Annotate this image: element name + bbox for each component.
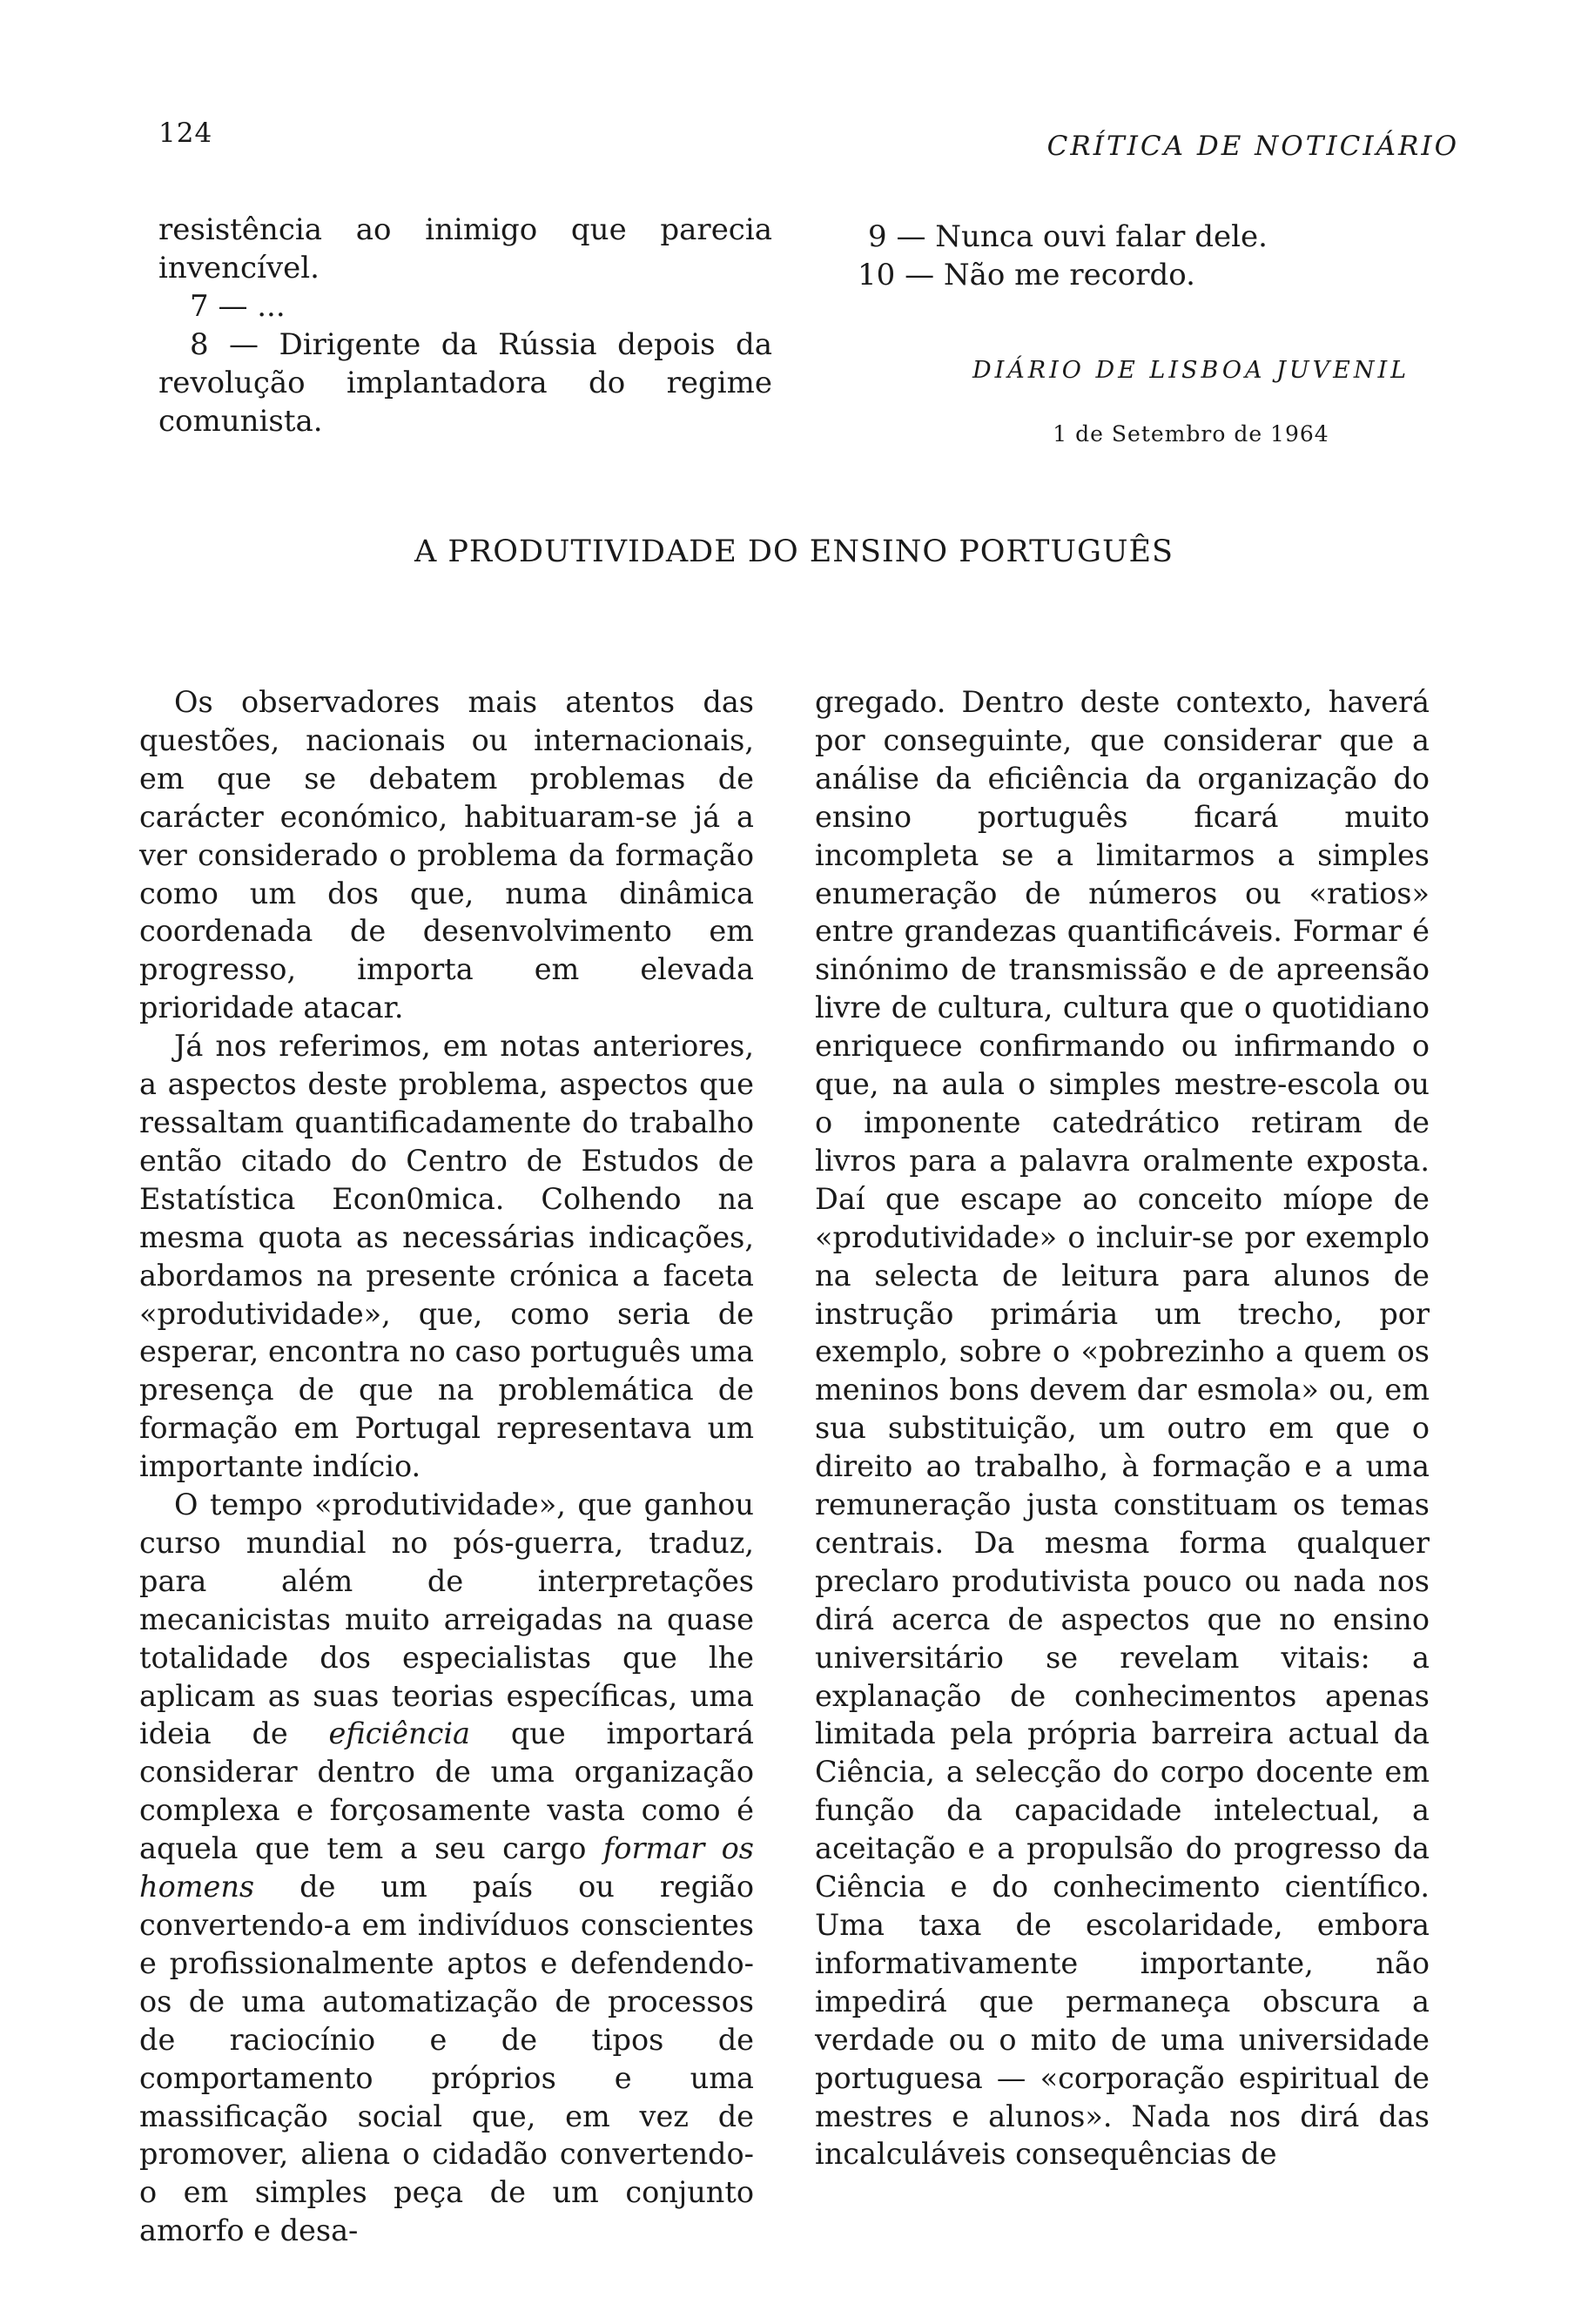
page-number: 124 (158, 118, 213, 149)
previous-item-right-column (858, 218, 1415, 294)
source-date: 1 de Setembro de 1964 (1053, 421, 1329, 447)
previous-item-line: 10 — Não me recordo. (858, 258, 1195, 292)
previous-item-line: 8 — Dirigente da Rússia depois da revolução implantadora do regime comunista. (158, 327, 772, 439)
previous-item-left-column (158, 211, 772, 440)
article-left-column (139, 683, 754, 2250)
article-paragraph: Os observadores mais atentos das questões, nacionais ou internacionais, em que se debatem problemas de carácter económico, habituaram-se já a ver considerado o problema da formação como um dos que, numa dinâmica coordenada de desenvolvimento em progresso, importa em elevada prioridade atacar. (139, 685, 754, 1025)
article-paragraph (139, 1486, 754, 2250)
paragraph-text: O tempo «produtividade», que ganhou curso mundial no pós-guerra, traduz, para além de interpretações mecanicistas muito arreigadas na quase totalidade dos especialistas que lhe aplicam as suas teorias específicas, uma ideia de (139, 1488, 754, 1751)
paragraph-text: que importará considerar dentro de uma organização complexa e forçosamente vasta como é aquela que tem a seu cargo (139, 1716, 754, 1866)
article-right-column (815, 683, 1430, 2173)
previous-item-line: 9 — Nunca ouvi falar dele. (868, 219, 1268, 254)
running-head: CRÍTICA DE NOTICIÁRIO (1046, 131, 1459, 162)
emphasis-text: formar os homens (139, 1831, 754, 1904)
paragraph-text: de um país ou região convertendo-a em indivíduos conscientes e profissionalmente aptos e defendendo-os de uma automatização de processos de raciocínio e de tipos de comportamento próprios e uma massificação social que, em vez de promover, aliena o cidadão convertendo-o em simples peça de um conjunto amorfo e desa- (139, 1870, 754, 2248)
previous-item-line: 7 — ... (190, 289, 286, 324)
article-title: A PRODUTIVIDADE DO ENSINO PORTUGUÊS (414, 534, 1174, 569)
article-paragraph: gregado. Dentro deste contexto, haverá por conseguinte, que considerar que a análise da eficiência da organização do ensino português ficará muito incompleta se a limitarmos a simples enumeração de números ou «ratios» entre grandezas quantificáveis. Formar é sinónimo de transmissão e de apreensão livre de cultura, cultura que o quotidiano enriquece confirmando ou infirmando o que, na aula o simples mestre-escola ou o imponente catedrático retiram de livros para a palavra oralmente exposta. Daí que escape ao conceito míope de «produtividade» o incluir-se por exemplo na selecta de leitura para alunos de instrução primária um trecho, por exemplo, sobre o «pobrezinho a quem os meninos bons devem dar esmola» ou, em sua substituição, um outro em que o direito ao trabalho, à formação e a uma remuneração justa constituam os temas centrais. Da mesma forma qualquer preclaro produtivista pouco ou nada nos dirá acerca de aspectos que no ensino universitário se revelam vitais: a explanação de conhecimentos apenas limitada pela própria barreira actual da Ciência, a selecção do corpo docente em função da capacidade intelectual, a aceitação e a propulsão do progresso da Ciência e do conhecimento científico. Uma taxa de escolaridade, embora informativamente importante, não impedirá que permaneça obscura a verdade ou o mito de uma universidade portuguesa — «corporação espiritual de mestres e alunos». Nada nos dirá das incalculáveis consequências de (815, 685, 1430, 2172)
article-paragraph: Já nos referimos, em notas anteriores, a aspectos deste problema, aspectos que ressaltam quantificadamente do trabalho então citado do Centro de Estudos de Estatística Econ0mica. Colhendo na mesma quota as necessárias indicações, abordamos na presente crónica a faceta «produtividade», que, como seria de esperar, encontra no caso português uma presença de que na problemática de formação em Portugal representava um importante indício. (139, 1029, 754, 1484)
source-publication: DIÁRIO DE LISBOA JUVENIL (972, 357, 1410, 384)
emphasis-text: eficiência (328, 1716, 471, 1751)
previous-item-line: resistência ao inimigo que parecia invencível. (158, 212, 772, 285)
